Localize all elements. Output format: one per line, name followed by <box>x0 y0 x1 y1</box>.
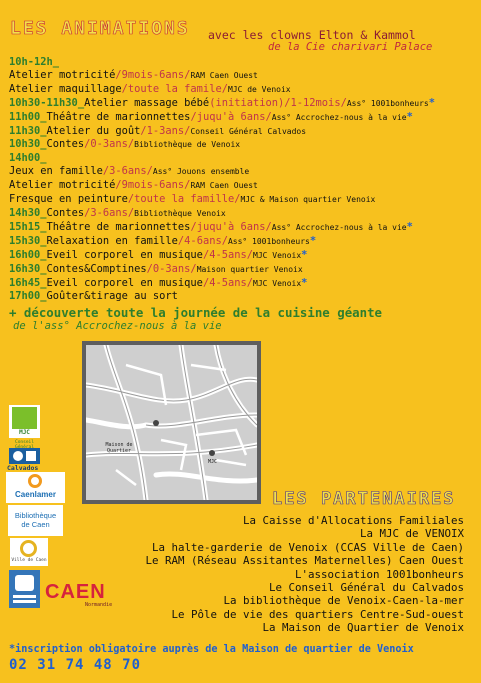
schedule-activity: Atelier motricité <box>9 179 116 192</box>
partner-item: L'association 1001bonheurs <box>294 567 464 581</box>
schedule-age: /juqu'à 6ans/ <box>190 110 272 123</box>
schedule-star: * <box>309 234 317 247</box>
schedule-age: /3-6ans/ <box>84 206 135 219</box>
partner-item: La Maison de Quartier de Venoix <box>262 621 464 635</box>
schedule-age: /toute la famile/ <box>121 82 228 95</box>
schedule-org: Maison quartier Venoix <box>196 264 303 274</box>
schedule-row <box>9 277 475 291</box>
animations-title: LES ANIMATIONS <box>10 18 190 39</box>
schedule-activity: Goûter&tirage au sort <box>46 290 178 303</box>
calvados-caption: Calvados <box>7 464 39 472</box>
schedule-org: Ass° Accrochez-nous à la vie <box>271 222 407 232</box>
caen-logo: CAEN <box>45 581 106 603</box>
schedule-activity: Contes <box>46 138 85 151</box>
partner-item: La MJC de VENOIX <box>359 527 464 541</box>
schedule-activity: Atelier massage bébé <box>84 96 210 109</box>
map-canvas <box>86 345 257 500</box>
schedule-age: /juqu'à 6ans/ <box>190 220 272 233</box>
schedule-org: Bibliothèque de Venoix <box>134 140 241 150</box>
caf-logo <box>9 570 40 608</box>
schedule-time: 10h30-11h30_ <box>9 96 85 109</box>
schedule-time: 10h-12h_ <box>9 56 60 68</box>
partners-list <box>145 514 464 635</box>
schedule-org: MJC Venoix <box>253 250 302 260</box>
calvados-logo <box>9 448 40 464</box>
schedule-activity: Contes <box>46 206 85 219</box>
schedule-row <box>9 69 475 83</box>
schedule-row <box>9 125 475 139</box>
ville-caen-logo: Ville de Caen <box>10 538 48 566</box>
schedule-org: Conseil Général Calvados <box>190 126 307 136</box>
schedule-org: MJC Venoix <box>253 278 302 288</box>
discover-subtext: de l'ass° Accrochez-nous à la vie <box>13 320 222 332</box>
schedule-org: Bibliothèque Venoix <box>134 208 226 218</box>
schedule-activity: Atelier motricité <box>9 68 116 81</box>
schedule-star: * <box>406 110 413 123</box>
schedule-list <box>9 56 475 303</box>
schedule-activity: Jeux en famille <box>9 165 103 178</box>
schedule-org: RAM Caen Ouest <box>190 181 258 191</box>
schedule-org: Ass° Jouons ensemble <box>152 167 250 177</box>
partner-item: Le Pôle de vie des quartiers Centre-Sud-ouest <box>171 607 464 621</box>
schedule-age: /3-6ans/ <box>102 165 153 178</box>
conseil-general-caption: Conseil <box>15 440 34 445</box>
schedule-org: Ass° 1001bonheurs <box>227 236 310 246</box>
schedule-org: MJC & Maison quartier Venoix <box>240 195 376 205</box>
schedule-row <box>9 111 475 125</box>
schedule-activity: Fresque en peinture <box>9 193 128 206</box>
schedule-time: 15h30_ <box>9 234 47 247</box>
schedule-org: Ass° 1001bonheurs <box>346 98 429 108</box>
schedule-row <box>9 165 475 179</box>
schedule-age: /4-5ans/ <box>202 248 253 261</box>
schedule-time: 16h30_ <box>9 262 47 275</box>
schedule-time: 16h45_ <box>9 276 47 289</box>
partner-item: Le Conseil Général du Calvados <box>268 581 464 595</box>
map-label-mjc: MJC <box>208 459 218 465</box>
partner-item: La halte-garderie de Venoix (CCAS Ville de Caen) <box>151 540 464 554</box>
schedule-org: Ass° Accrochez-nous à la vie <box>271 112 407 122</box>
schedule-row <box>9 179 475 193</box>
schedule-activity: Théâtre de marionnettes <box>46 220 191 233</box>
schedule-age: /0-3ans/ <box>146 262 197 275</box>
caenlamer-logo: Caenlamer <box>6 472 65 503</box>
schedule-time: 17h00_ <box>9 290 47 303</box>
schedule-age: /4-6ans/ <box>177 234 228 247</box>
partner-item: Le RAM (Réseau Assitantes Maternelles) Caen Ouest <box>145 554 464 568</box>
schedule-row <box>9 249 475 263</box>
bibliotheque-logo: Bibliothèque de Caen <box>8 505 63 536</box>
schedule-time: 10h30_ <box>9 138 47 151</box>
schedule-age: /4-5ans/ <box>202 276 253 289</box>
schedule-row <box>9 290 475 303</box>
schedule-star: * <box>301 248 308 261</box>
schedule-age: (initiation)/1-12mois/ <box>209 96 347 109</box>
caen-normandie-caption: Normandie <box>85 602 113 608</box>
map-label-maison: Maison de Quartier <box>105 442 133 454</box>
partner-item: La bibliothèque de Venoix-Caen-la-mer <box>223 594 464 608</box>
schedule-time: 14h30_ <box>9 206 47 219</box>
registration-note: *inscription obligatoire auprès de la Maison de quartier de Venoix <box>9 644 414 655</box>
schedule-age: /toute la famille/ <box>127 193 241 206</box>
schedule-activity: Atelier du goût <box>46 124 141 137</box>
schedule-org: RAM Caen Ouest <box>190 70 258 80</box>
schedule-age: /0-3ans/ <box>84 138 135 151</box>
schedule-time: 14h00_ <box>9 152 47 165</box>
schedule-org: MJC de Venoix <box>227 84 291 94</box>
schedule-time: 11h00_ <box>9 110 47 123</box>
schedule-age: /9mois-6ans/ <box>115 68 191 81</box>
schedule-activity: Atelier maquillage <box>9 82 122 95</box>
phone-number: 02 31 74 48 70 <box>9 657 142 673</box>
street-map-graphic <box>86 345 257 500</box>
schedule-row <box>9 56 475 69</box>
schedule-activity: Relaxation en famille <box>46 234 178 247</box>
schedule-row <box>9 152 475 165</box>
partners-title: LES PARTENAIRES <box>272 489 456 509</box>
company-name: de la Cie charivari Palace <box>268 41 433 53</box>
schedule-row <box>9 193 475 207</box>
schedule-time: 11h30_ <box>9 124 47 137</box>
schedule-time: 15h15_ <box>9 220 47 233</box>
schedule-row <box>9 138 475 152</box>
schedule-activity: Théâtre de marionnettes <box>46 110 191 123</box>
schedule-time: 16h00_ <box>9 248 47 261</box>
partner-item: La Caisse d'Allocations Familiales <box>242 514 464 527</box>
schedule-row <box>9 235 475 249</box>
location-map <box>82 341 261 504</box>
schedule-star: * <box>406 220 413 233</box>
clowns-subtitle: avec les clowns Elton & Kammol <box>208 28 416 42</box>
schedule-row <box>9 207 475 221</box>
schedule-age: /9mois-6ans/ <box>115 179 191 192</box>
schedule-row <box>9 221 475 235</box>
schedule-activity: Eveil corporel en musique <box>46 248 203 261</box>
mjc-logo: MJC <box>9 405 40 438</box>
schedule-row <box>9 83 475 97</box>
schedule-star: * <box>428 96 435 109</box>
schedule-activity: Eveil corporel en musique <box>46 276 203 289</box>
schedule-row <box>9 263 475 277</box>
schedule-age: /1-3ans/ <box>140 124 191 137</box>
schedule-star: * <box>301 276 308 289</box>
schedule-row <box>9 97 475 111</box>
discover-text: + découverte toute la journée de la cuisine géante <box>9 305 382 320</box>
schedule-activity: Contes&Comptines <box>46 262 147 275</box>
